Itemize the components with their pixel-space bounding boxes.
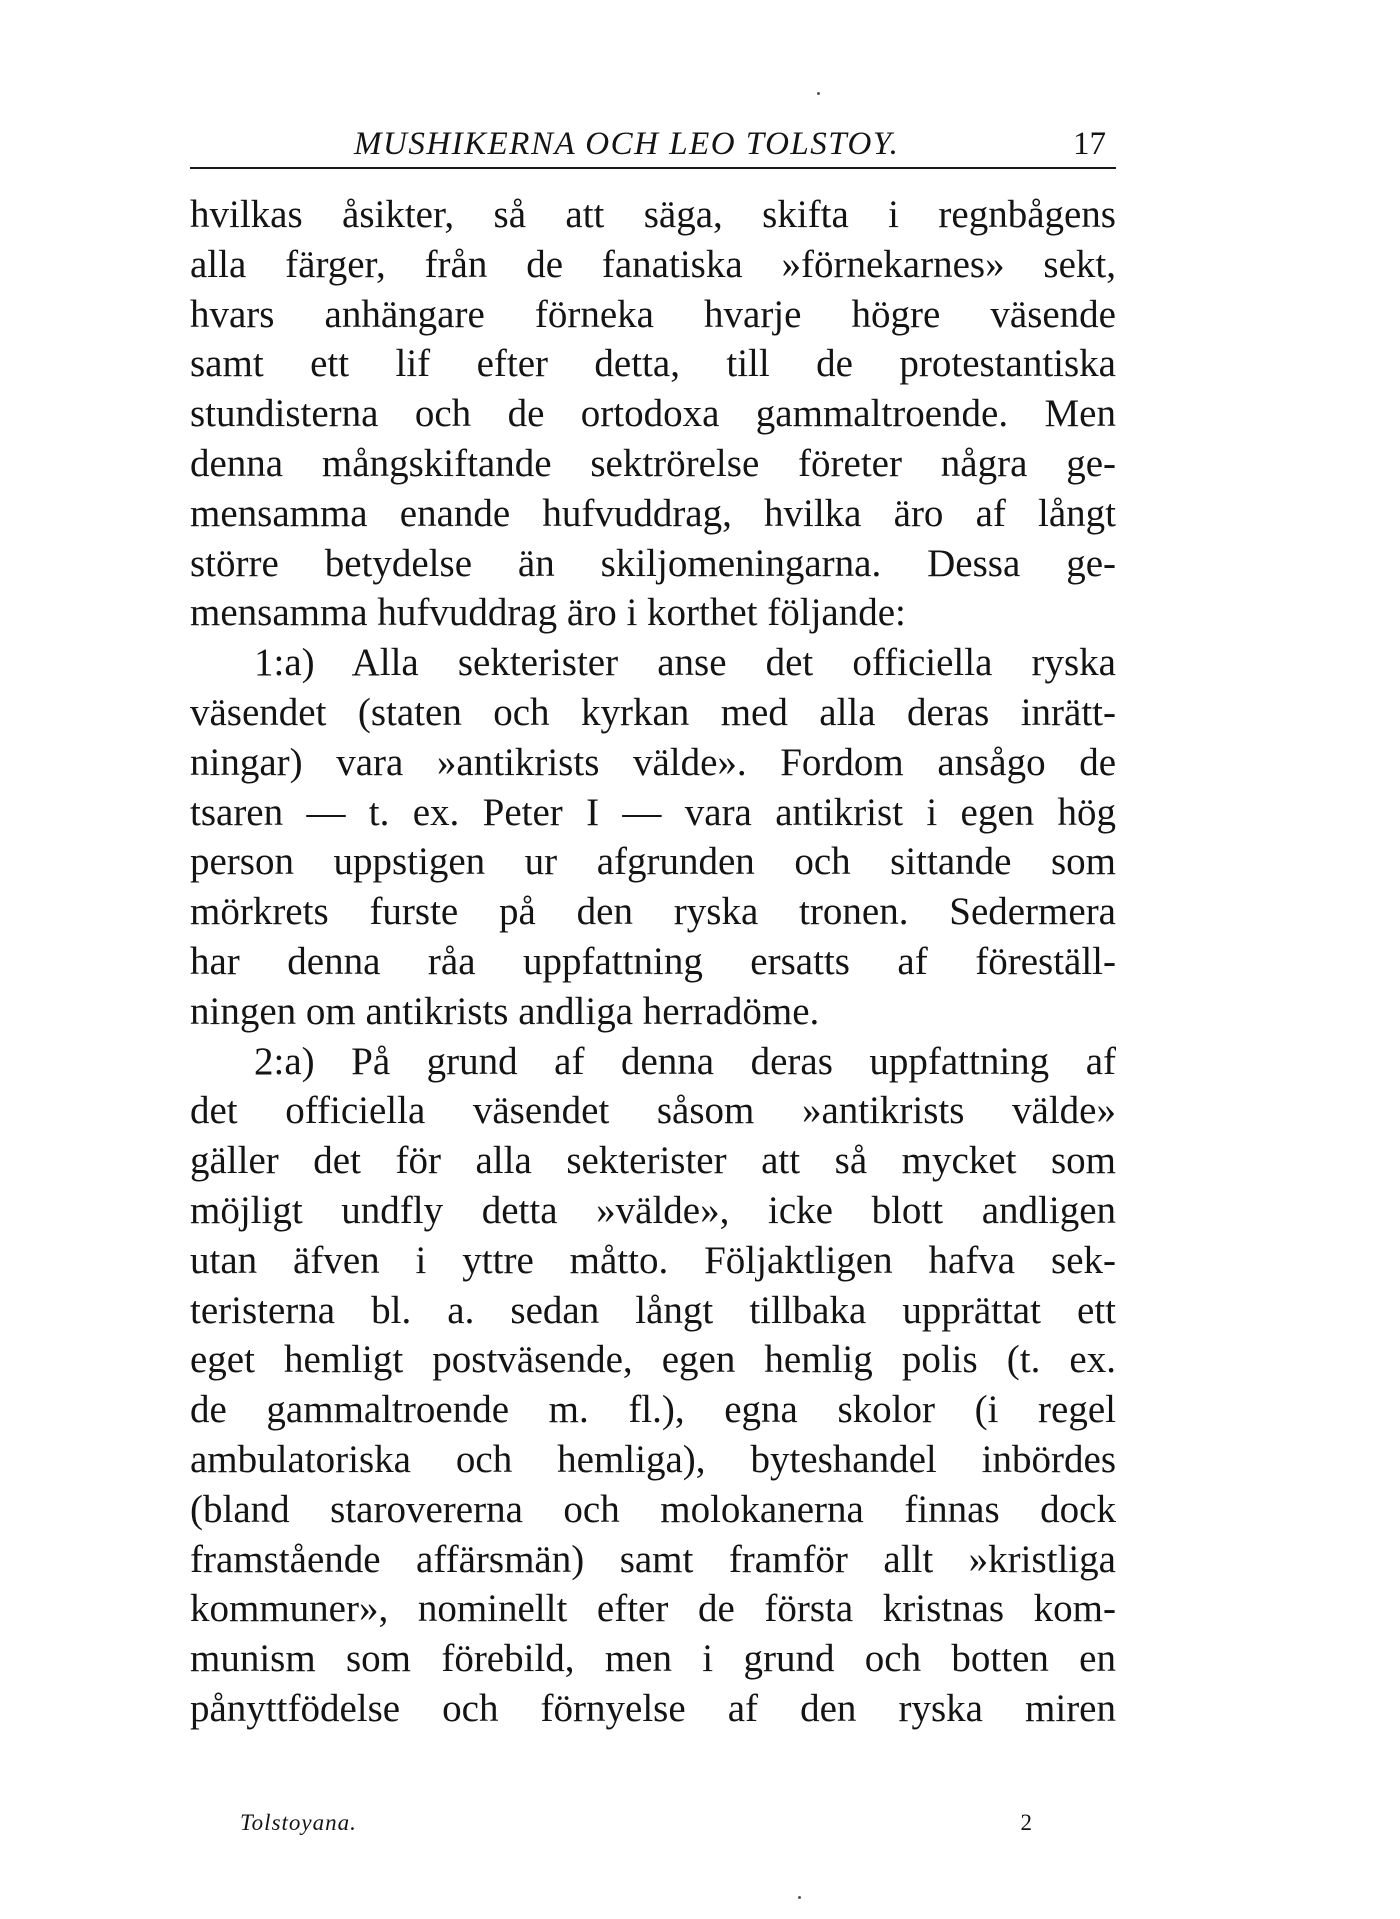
text-line: 1:a) Alla sekterister anse det officiella ryska [254,641,1116,685]
text-line: hvilkas åsikter, så att säga, skifta i regnbågens [190,193,1116,236]
text-line: hvars anhängare förneka hvarje högre väsende [190,292,1116,336]
paper-speck [798,1896,801,1899]
page-footer [240,1810,1080,1850]
text-line: har denna råa uppfattning ersatts af föreställ- [190,939,1116,983]
text-line: möjligt undfly detta »välde», icke blott andligen [190,1188,1116,1232]
text-line: ningar) vara »antikrists välde». Fordom ansågo de [190,740,1116,784]
text-line: stundisterna och de ortodoxa gammaltroende. Men [190,392,1116,436]
text-line: väsendet (staten och kyrkan med alla deras inrätt- [190,690,1116,734]
header-rule [190,167,1116,169]
text-line: munism som förebild, men i grund och botten en [190,1637,1116,1681]
text-line: (bland starovererna och molokanerna finnas dock [190,1487,1116,1531]
text-line: alla färger, från de fanatiska »förnekarnes» sekt, [190,242,1116,286]
text-line: samt ett lif efter detta, till de protestantiska [190,342,1116,386]
body-text [190,190,1116,1734]
text-line: 2:a) På grund af denna deras uppfattning af [254,1039,1116,1083]
text-line: ningen om antikrists andliga herradöme. [190,989,820,1033]
page-number: 17 [1073,126,1106,162]
text-line: de gammaltroende m. fl.), egna skolor (i regel [190,1388,1116,1432]
text-line: mensamma enande hufvuddrag, hvilka äro af långt [190,491,1116,535]
text-line: tsaren — t. ex. Peter I — vara antikrist i egen hög [190,790,1116,834]
text-line: person uppstigen ur afgrunden och sittande som [190,840,1116,884]
text-line: gäller det för alla sekterister att så mycket som [190,1139,1116,1183]
text-line: mörkrets furste på den ryska tronen. Sedermera [190,890,1116,934]
text-line: pånyttfödelse och förnyelse af den ryska miren [190,1686,1116,1730]
text-line: mensamma hufvuddrag äro i korthet följande: [190,591,906,635]
text-line: större betydelse än skiljomeningarna. Dessa ge- [190,541,1116,585]
text-line: ambulatoriska och hemliga), byteshandel inbördes [190,1437,1116,1481]
text-line: framstående affärsmän) samt framför allt »kristliga [190,1537,1116,1581]
text-line: utan äfven i yttre måtto. Följaktligen hafva sek- [190,1238,1116,1282]
text-line: det officiella väsendet såsom »antikrists välde» [190,1089,1116,1133]
running-head [190,118,1116,166]
text-line: teristerna bl. a. sedan långt tillbaka upprättat ett [190,1288,1116,1332]
text-line: denna mångskiftande sektrörelse företer några ge- [190,441,1116,485]
text-line: eget hemligt postväsende, egen hemlig polis (t. ex. [190,1338,1116,1382]
paper-speck [817,92,820,95]
text-line: kommuner», nominellt efter de första kristnas kom- [190,1587,1116,1631]
sheet-number: 2 [1020,1810,1032,1835]
signature-mark: Tolstoyana. [240,1810,357,1835]
running-title: MUSHIKERNA OCH LEO TOLSTOY. [354,126,900,162]
